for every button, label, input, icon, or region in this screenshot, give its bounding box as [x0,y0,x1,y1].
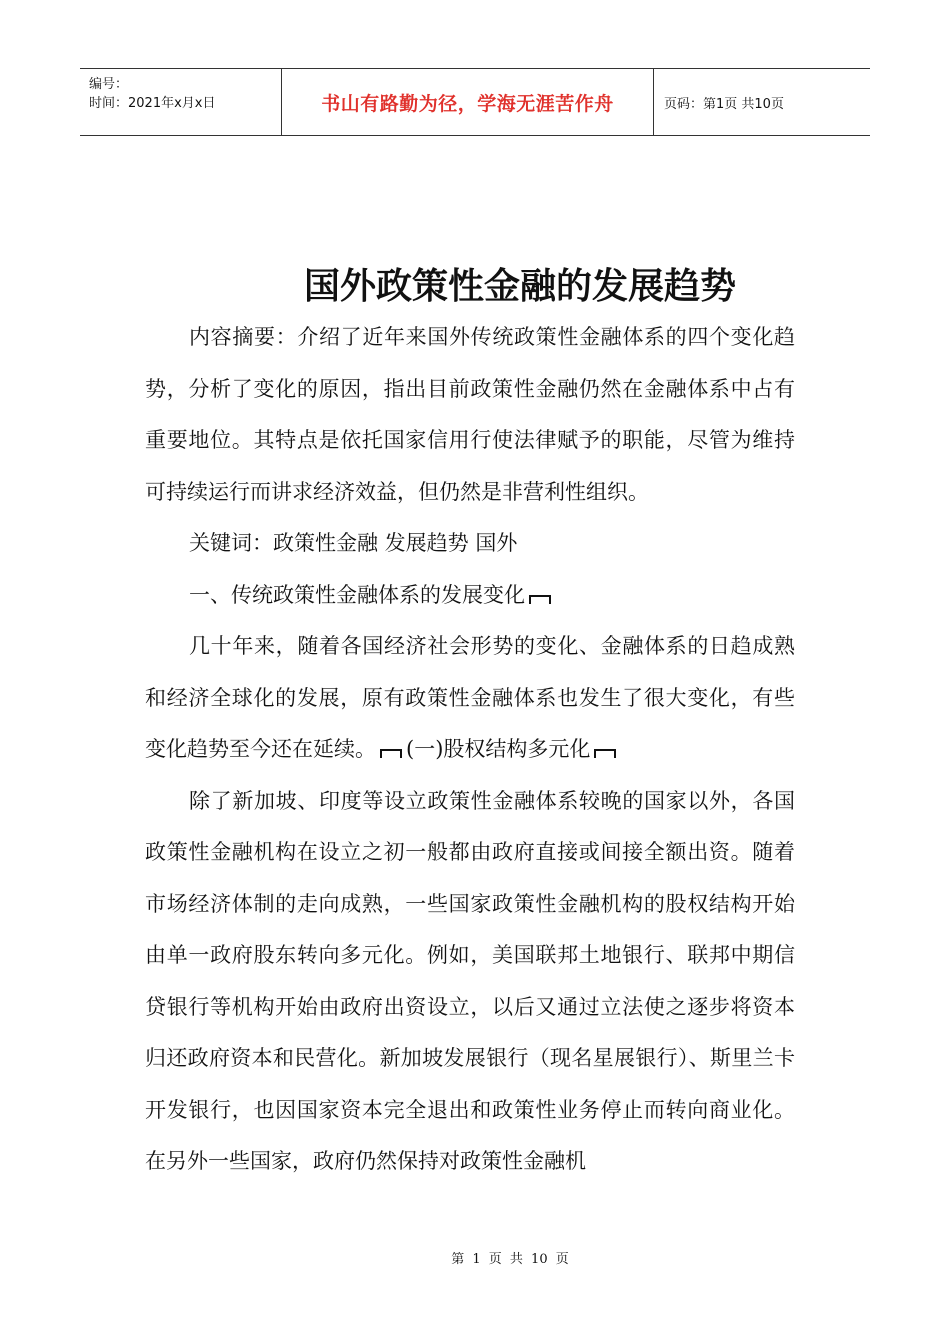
subsection-heading: (一)股权结构多元化 [406,737,591,761]
abstract-paragraph: 内容摘要：介绍了近年来国外传统政策性金融体系的四个变化趋势，分析了变化的原因，指出目前政策性金融仍然在金融体系中占有重要地位。其特点是依托国家信用行使法律赋予的职能，尽管为维持可持续运行而讲求经济效益，但仍然是非营利性组织。 [145,325,795,504]
page-footer: 第 1 页 共 10 页 [451,1252,569,1267]
paragraph-mark-icon [529,595,551,604]
keywords-paragraph: 关键词：政策性金融 发展趋势 国外 [189,531,518,555]
document-title: 国外政策性金融的发展趋势 [303,266,736,307]
section-heading-text: 一、传统政策性金融体系的发展变化 [189,582,525,607]
body-paragraph: 除了新加坡、印度等设立政策性金融体系较晚的国家以外，各国政策性金融机构在设立之初一般都由政府直接或间接全额出资。随着市场经济体制的走向成熟，一些国家政策性金融机构的股权结构开始由单一政府股东转向多元化。例如，美国联邦土地银行、联邦中期信贷银行等机构开始由政府出资设立，以后又通过立法使之逐步将资本归还政府资本和民营化。新加坡发展银行（现名星展银行）、斯里兰卡开发银行，也因国家资本完全退出和政策性业务停止而转向商业化。在另外一些国家，政府仍然保持对政策性金融机 [145,788,795,1173]
body-paragraph [145,621,795,776]
body-paragraph-text: 几十年来，随着各国经济社会形势的变化、金融体系的日趋成熟和经济全球化的发展，原有政策性金融体系也发生了很大变化，有些变化趋势至今还在延续。 [145,634,795,761]
time-label: 时间：2021年x月x日 [89,96,216,111]
document-body [145,312,795,1188]
motto: 书山有路勤为径，学海无涯苦作舟 [281,69,654,135]
section-heading [145,570,795,622]
paragraph-mark-icon [380,749,402,758]
paragraph-mark-icon [594,749,616,758]
header-info [80,69,281,135]
header-table [80,68,870,136]
number-label: 编号： [89,77,129,92]
page-info: 页码：第1页 共10页 [664,96,784,112]
